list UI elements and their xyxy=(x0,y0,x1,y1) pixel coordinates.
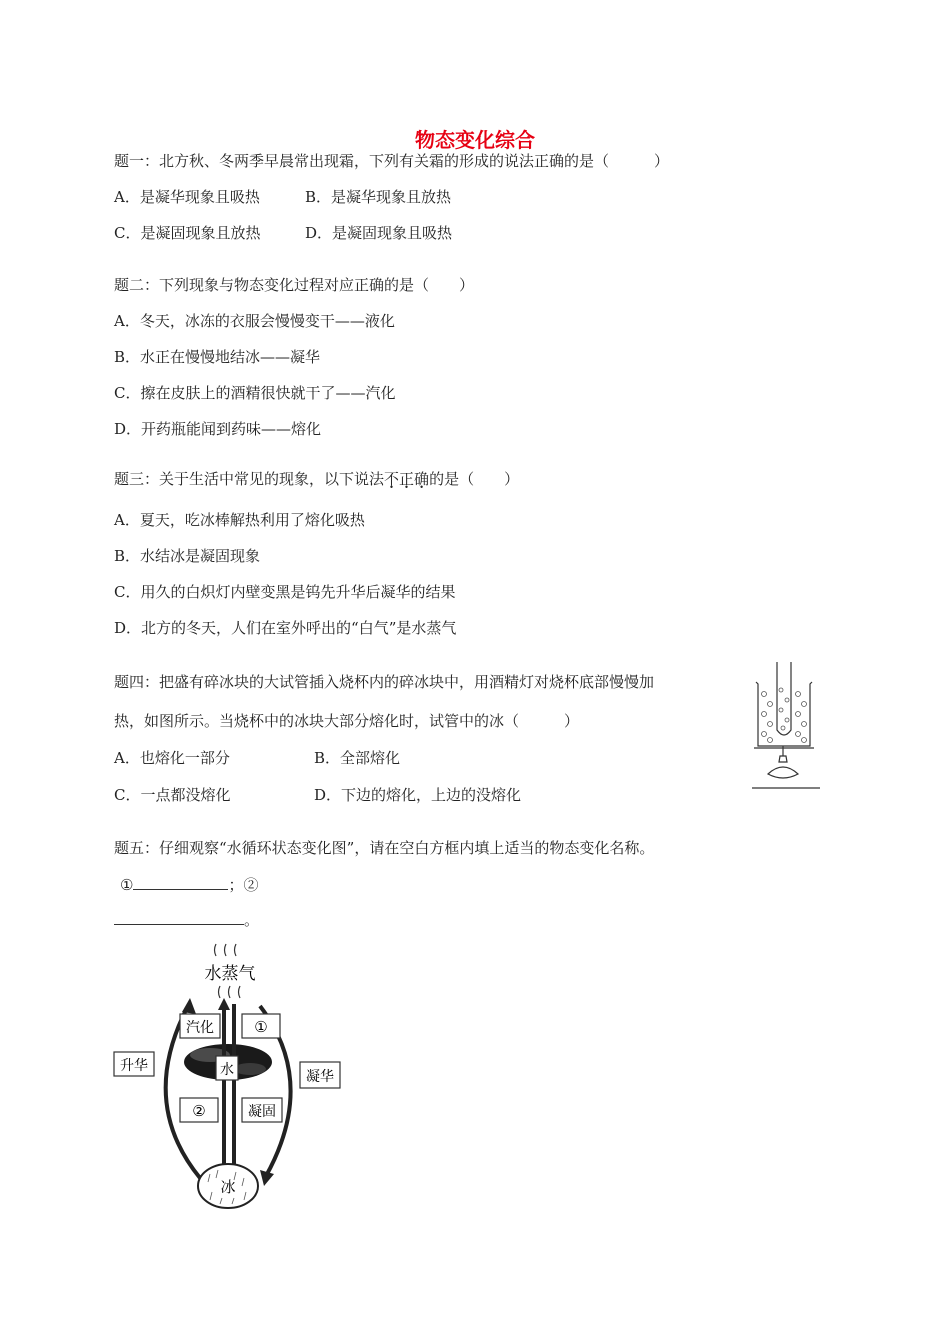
question-4-options-row-2 xyxy=(114,785,521,805)
question-1-option-b: B．是凝华现象且放热 xyxy=(305,188,452,206)
question-1-option-a: A．是凝华现象且吸热 xyxy=(114,188,260,206)
answer-end-mark: 。 xyxy=(244,911,260,929)
answer-blank-1[interactable] xyxy=(133,875,228,890)
question-4-stem-line-2: 热，如图所示。当烧杯中的冰块大部分熔化时，试管中的冰（ ） xyxy=(114,712,580,730)
question-2-option-b: B．水正在慢慢地结冰——凝华 xyxy=(114,348,321,366)
sublimation-label: 升华 xyxy=(120,1058,148,1074)
question-4-option-a: A．也熔化一部分 xyxy=(114,749,230,767)
beaker-lamp-figure xyxy=(750,660,822,792)
question-1-option-c: C．是凝固现象且放热 xyxy=(114,224,261,242)
answer-blank-2[interactable] xyxy=(114,910,244,925)
question-4-option-b: B．全部熔化 xyxy=(314,749,401,767)
vaporize-label: 汽化 xyxy=(186,1020,214,1036)
question-1-options-row-1 xyxy=(114,187,451,207)
solidify-label: 凝固 xyxy=(248,1104,276,1120)
question-5-answer-line xyxy=(120,875,258,895)
water-label: 水 xyxy=(220,1062,234,1078)
ice-label: 冰 xyxy=(220,1178,236,1196)
question-3-stem-before: 题三：关于生活中常见的现象，以下说法 xyxy=(114,470,385,488)
question-3-stem-after: 的是（ ） xyxy=(429,470,520,488)
question-1-option-d: D．是凝固现象且吸热 xyxy=(305,224,453,242)
question-2-option-a: A．冬天，冰冻的衣服会慢慢变干——液化 xyxy=(114,312,395,330)
question-3-emphasis-char: 正 xyxy=(399,470,415,488)
question-3-option-a: A．夏天，吃冰棒解热利用了熔化吸热 xyxy=(114,511,365,529)
question-5-answer-line-2 xyxy=(114,910,259,930)
question-5-stem: 题五：仔细观察“水循环状态变化图”，请在空白方框内填上适当的物态变化名称。 xyxy=(114,839,655,857)
blank-1-label: ① xyxy=(120,876,134,894)
question-4-option-c: C．一点都没熔化 xyxy=(114,786,231,804)
question-4-stem-line-1: 题四：把盛有碎冰块的大试管插入烧杯内的碎冰块中，用酒精灯对烧杯底部慢慢加 xyxy=(114,673,655,691)
question-4-option-d: D．下边的熔化，上边的没熔化 xyxy=(314,786,522,804)
deposition-label: 凝华 xyxy=(306,1069,334,1085)
question-1-stem: 题一：北方秋、冬两季早晨常出现霜，下列有关霜的形成的说法正确的是（ ） xyxy=(114,152,670,170)
box-2-label: ② xyxy=(192,1102,206,1120)
question-2-option-c: C．擦在皮肤上的酒精很快就干了——汽化 xyxy=(114,384,396,402)
question-3-stem xyxy=(114,469,519,489)
water-cycle-diagram xyxy=(110,942,360,1212)
question-3-emphasis-char: 不 xyxy=(384,470,400,488)
question-3-option-d: D．北方的冬天，人们在室外呼出的“白气”是水蒸气 xyxy=(114,619,457,637)
box-1-label: ① xyxy=(254,1018,268,1036)
question-3-emphasis-char: 确 xyxy=(414,470,430,488)
question-2-option-d: D．开药瓶能闻到药味——熔化 xyxy=(114,420,322,438)
question-3-option-c: C．用久的白炽灯内壁变黑是钨先升华后凝华的结果 xyxy=(114,583,456,601)
question-3-option-b: B．水结冰是凝固现象 xyxy=(114,547,261,565)
question-1-options-row-2 xyxy=(114,223,452,243)
vapor-label: 水蒸气 xyxy=(204,964,256,984)
blank-separator: ；② xyxy=(228,876,259,894)
question-2-stem: 题二：下列现象与物态变化过程对应正确的是（ ） xyxy=(114,276,475,294)
page-title: 物态变化综合 xyxy=(415,128,535,152)
question-4-options-row-1 xyxy=(114,748,400,768)
